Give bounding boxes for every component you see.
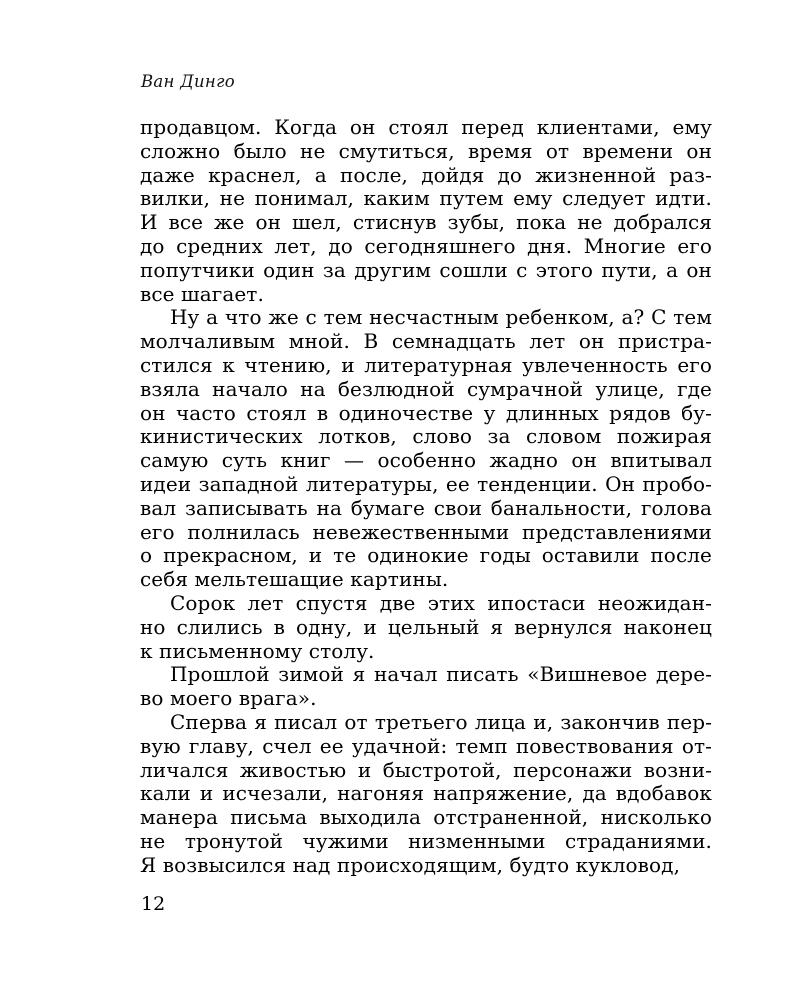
paragraph [140,592,712,663]
text-line: даже краснел, а после, дойдя до жизненной раз- [140,162,712,187]
paragraph [140,306,712,592]
text-line: идеи западной литературы, ее тенденции. Он пробо- [140,471,712,496]
text-line: продавцом. Когда он стоял перед клиентами, ему [140,115,712,139]
text-line: личался живостью и быстротой, персонажи возни- [140,757,712,782]
text-line: не тронутой чужими низменными страданиями. [140,828,712,853]
text-line: себя мельтешащие картины. [140,567,449,592]
text-line: но слились в одну, и цельный я вернулся наконец [140,614,712,639]
text-line: к письменному столу. [140,638,375,663]
page-number: 12 [141,893,166,915]
text-line: кинистических лотков, слово за словом пожирая [140,424,712,449]
text-line: Ну а что же с тем несчастным ребенком, а? С тем [170,305,712,330]
text-line: взяла начало на безлюдной сумрачной улице, где [140,376,712,401]
text-line: молчаливым мной. В семнадцать лет он пристра- [140,329,712,354]
text-line: Сорок лет спустя две этих ипостаси неожидан- [170,590,712,615]
text-line: И все же он шел, стиснув зубы, пока не добрался [140,210,712,235]
paragraph [140,711,712,878]
text-line: вилки, не понимал, каким путем ему следует идти. [140,186,712,211]
text-line: попутчики один за другим сошли с этого пути, а он [140,257,712,282]
paragraph [140,663,712,711]
text-line: кали и исчезали, нагоняя напряжение, да вдобавок [140,781,712,806]
running-header: Ван Динго [141,72,235,91]
body-text [140,116,712,878]
text-line: его полнилась невежественными представлениями [140,519,712,544]
paragraph [140,116,712,306]
text-line: самую суть книг — особенно жадно он впитывал [140,448,712,473]
text-line: до средних лет, до сегодняшнего дня. Многие его [140,233,712,258]
text-line: стился к чтению, и литературная увлеченность его [140,352,712,377]
text-line: он часто стоял в одиночестве у длинных рядов бу- [140,400,712,425]
text-line: все шагает. [140,281,264,306]
text-line: вую главу, счел ее удачной: темп повествования от- [140,733,712,758]
text-line: вал записывать на бумаге свои банальности, голова [140,495,712,520]
text-line: Я возвысился над происходящим, будто кукловод, [140,852,681,877]
text-line: о прекрасном, и те одинокие годы оставили после [140,543,712,568]
text-line: сложно было не смутиться, время от времени он [140,138,712,163]
text-line: во моего врага». [140,686,317,711]
text-line: Сперва я писал от третьего лица и, закончив пер- [170,709,712,734]
text-line: Прошлой зимой я начал писать «Вишневое дере- [170,662,712,687]
text-line: манера письма выходила отстраненной, нисколько [140,805,712,830]
